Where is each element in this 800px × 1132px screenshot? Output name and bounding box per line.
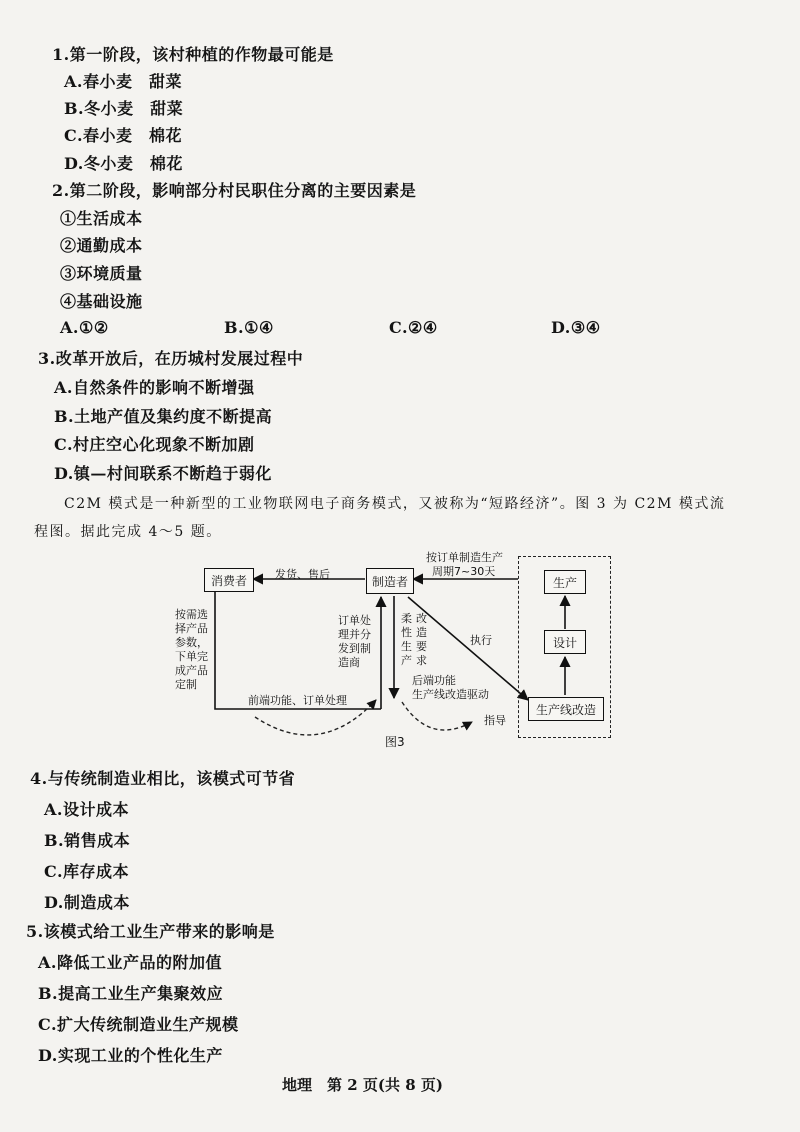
- q2-option-c: C.②④: [389, 318, 438, 337]
- q2-option-a: A.①②: [60, 318, 109, 337]
- consumer-label: 消费者: [210, 573, 247, 588]
- consumer-select-line: 择产品: [175, 622, 208, 635]
- q4-option-d: D.制造成本: [44, 893, 130, 912]
- flex-production-label: [401, 612, 413, 668]
- reform-request-char: 改: [416, 612, 427, 625]
- order-dispatch-label: [338, 614, 371, 670]
- flex-production-char: 产: [401, 654, 412, 667]
- consumer-select-line: 定制: [175, 678, 197, 691]
- order-cycle-label-2: 周期7~30天: [432, 565, 496, 578]
- question-3-stem: 3.改革开放后，在历城村发展过程中: [38, 349, 304, 368]
- reform-request-char: 造: [416, 626, 427, 639]
- line-reform-box: [528, 697, 604, 721]
- reform-request-char: 要: [416, 640, 427, 653]
- consumer-box: [204, 568, 254, 592]
- page-footer: 地理 第 2 页(共 8 页): [282, 1076, 443, 1094]
- q5-option-d: D.实现工业的个性化生产: [38, 1046, 223, 1065]
- design-label: 设计: [552, 635, 577, 650]
- q2-item-1: ①生活成本: [60, 209, 143, 228]
- q4-option-c: C.库存成本: [44, 862, 130, 881]
- q2-item-2: ②通勤成本: [60, 236, 143, 255]
- q3-option-a: A.自然条件的影响不断增强: [54, 378, 255, 397]
- q2-option-d: D.③④: [551, 318, 601, 337]
- q5-option-a: A.降低工业产品的附加值: [38, 953, 222, 972]
- execute-label: 执行: [470, 634, 492, 647]
- q2-option-b: B.①④: [224, 318, 274, 337]
- reform-request-char: 求: [416, 654, 427, 667]
- consumer-select-line: 下单完: [175, 650, 208, 663]
- q1-option-a: A.春小麦 甜菜: [64, 72, 182, 91]
- manufacturer-label: 制造者: [371, 574, 408, 589]
- q1-option-b: B.冬小麦 甜菜: [64, 99, 184, 118]
- q5-option-c: C.扩大传统制造业生产规模: [38, 1015, 239, 1034]
- consumer-select-line: 按需选: [175, 608, 208, 621]
- reform-request-label: [416, 612, 428, 668]
- q3-option-b: B.土地产值及集约度不断提高: [54, 407, 273, 426]
- q2-item-4: ④基础设施: [60, 292, 143, 311]
- order-dispatch-line: 理并分: [338, 628, 371, 641]
- question-1-stem: 1.第一阶段，该村种植的作物最可能是: [52, 45, 334, 64]
- frontend-label: 前端功能、订单处理: [248, 694, 347, 707]
- question-2-stem: 2.第二阶段，影响部分村民职住分离的主要因素是: [52, 181, 417, 200]
- backend-label-1: 后端功能: [412, 674, 456, 687]
- q4-option-a: A.设计成本: [44, 800, 129, 819]
- q5-option-b: B.提高工业生产集聚效应: [38, 984, 224, 1003]
- question-4-stem: 4.与传统制造业相比，该模式可节省: [30, 769, 296, 788]
- consumer-select-label: [175, 608, 208, 692]
- q3-option-d: D.镇—村间联系不断趋于弱化: [54, 464, 272, 483]
- dashed-guide-curve: [402, 702, 472, 730]
- q4-option-b: B.销售成本: [44, 831, 131, 850]
- ship-label: 发货、售后: [275, 568, 330, 581]
- figure-caption: 图3: [385, 735, 405, 749]
- intro-line-1: C2M 模式是一种新型的工业物联网电子商务模式，又被称为“短路经济”。图 3 为 C2M 模式流: [64, 496, 726, 512]
- flex-production-char: 性: [401, 626, 412, 639]
- q3-option-c: C.村庄空心化现象不断加剧: [54, 435, 255, 454]
- order-cycle-label-1: 按订单制造生产: [426, 551, 503, 564]
- production-label: 生产: [552, 575, 577, 590]
- flex-production-char: 生: [401, 640, 412, 653]
- question-5-stem: 5.该模式给工业生产带来的影响是: [26, 922, 275, 941]
- production-box: [544, 570, 586, 594]
- intro-line-2: 程图。据此完成 4～5 题。: [34, 524, 222, 540]
- q1-option-d: D.冬小麦 棉花: [64, 154, 183, 173]
- design-box: [544, 630, 586, 654]
- q2-item-3: ③环境质量: [60, 264, 143, 283]
- guide-label: 指导: [484, 714, 506, 727]
- order-dispatch-line: 发到制: [338, 642, 371, 655]
- manufacturer-box: [366, 568, 414, 594]
- order-dispatch-line: 订单处: [338, 614, 371, 627]
- line-reform-label: 生产线改造: [535, 702, 596, 717]
- backend-label-2: 生产线改造驱动: [412, 688, 489, 701]
- flex-production-char: 柔: [401, 612, 412, 625]
- consumer-select-line: 参数，: [175, 636, 208, 649]
- consumer-select-line: 成产品: [175, 664, 208, 677]
- order-dispatch-line: 造商: [338, 656, 360, 669]
- q1-option-c: C.春小麦 棉花: [64, 126, 183, 145]
